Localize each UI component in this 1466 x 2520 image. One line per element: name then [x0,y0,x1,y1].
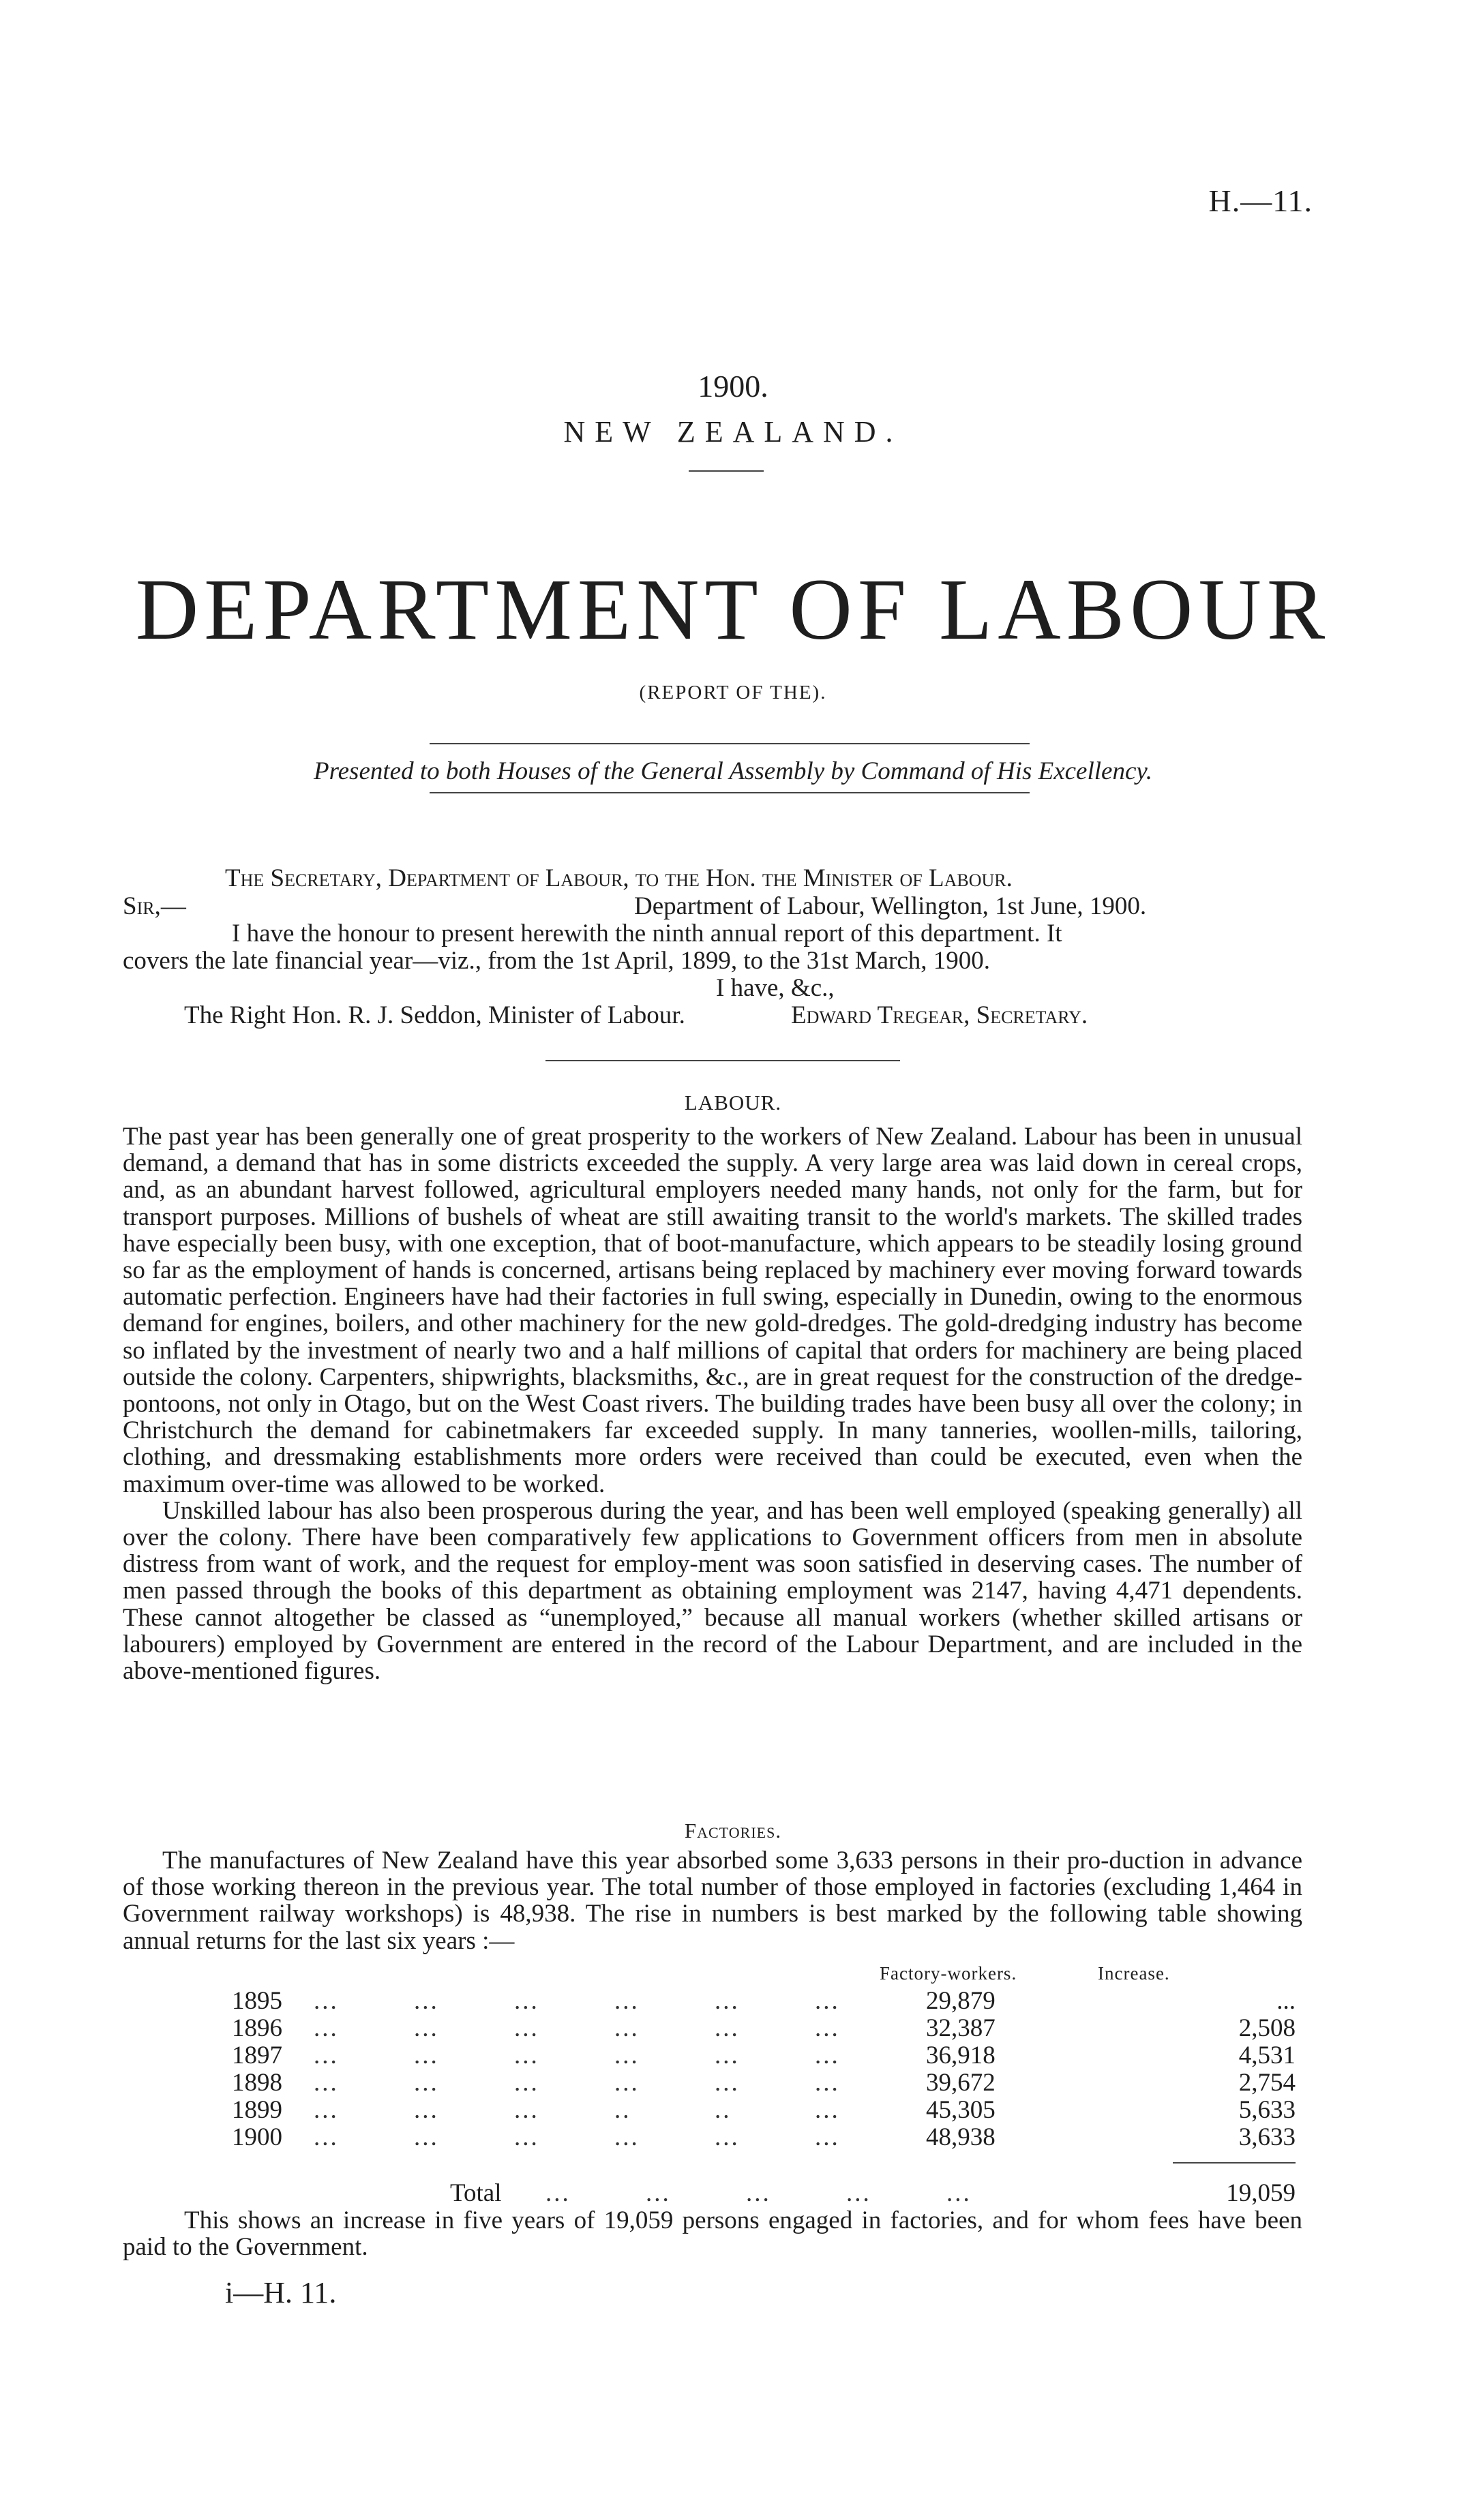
row-increase: 4,531 [1238,2041,1296,2069]
letter-closing: I have, &c., [716,974,835,1002]
leader-dots: ... ... ... ... ... [545,2179,972,2207]
total-value: 19,059 [1226,2179,1296,2207]
factories-intro [123,1847,1302,1954]
row-year: 1895 [232,1987,282,2015]
row-workers: 39,672 [926,2069,996,2097]
letter-address-text: The Secretary, Department of Labour, to the Hon. the Minister of Labour. [225,864,1013,892]
leader-dots: ... ... ... ... ... ... [314,2069,840,2097]
leader-dots: ... ... ... ... ... ... [314,2123,840,2151]
table-row [191,1986,1296,2014]
row-workers: 36,918 [926,2041,996,2069]
leader-dots: ... ... ... .. .. ... [314,2096,840,2124]
row-workers: 29,879 [926,1987,996,2015]
labour-paragraph-2: Unskilled labour has also been prosperous during the year, and has been well employed (speaking generally) all over the colony. There have been comparatively few applications to Government officers from men in absolute distress from want of work, and the request for employ-ment was soon satisfied in deserving cases. The number of men passed through the books of this department as obtaining employment was 2147, having 4,471 dependents. These cannot altogether be classed as “unemployed,” because all manual workers (whether skilled artisans or labourers) employed by Government are entered in the record of the Labour Department, and are included in the above-mentioned figures. [123,1496,1302,1686]
column-header-workers: Factory-workers. [880,1963,1017,1984]
table-total-row [191,2179,1296,2206]
factories-heading: Factories. [684,1819,782,1842]
report-year: 1900. [698,369,768,404]
letter-signature: Edward Tregear, Secretary. [791,1001,1088,1029]
row-year: 1896 [232,2014,282,2042]
factories-paragraph-1: The manufactures of New Zealand have this year absorbed some 3,633 persons in their pro-duction in advance of those working thereon in the previous year. The total number of those employed in factories (excluding 1,464 in Government railway workshops) is 48,938. The rise in numbers is best marked by the following table showing annual returns for the last six years :— [123,1847,1302,1955]
row-increase: 2,754 [1238,2069,1296,2097]
leader-dots: ... ... ... ... ... ... [314,2041,840,2069]
leader-dots: ... ... ... ... ... ... [314,1987,840,2015]
letter-address [225,866,1013,891]
row-year: 1897 [232,2041,282,2069]
total-rule [1173,2162,1296,2164]
document-reference: H.—11. [1208,183,1313,218]
table-header [191,1959,1296,1986]
labour-paragraph-1: The past year has been generally one of great prosperity to the workers of New Zealand. Labour has been in unusual demand, a demand that has in some districts exceeded the supply. A very large area was laid down in cereal crops, and, as an abundant harvest followed, agricultural employers needed many hands, not only for the farm, but for transport purposes. Millions of bushels of wheat are still awaiting transit to the world's markets. The skilled trades have especially been busy, with one exception, that of boot-manufacture, which appears to be steadily losing ground so far as the employment of hands is concerned, artisans being replaced by machinery ever moving forward towards automatic perfection. Engineers have had their factories in full swing, especially in Dunedin, owing to the enormous demand for engines, boilers, and other machinery for the new gold-dredges. The gold-dredging industry has become so inflated by the investment of nearly two and a half millions of capital that orders for machinery are being placed outside the colony. Carpenters, shipwrights, blacksmiths, &c., are in great request for the construction of the dredge-pontoons, not only in Otago, but on the West Coast rivers. The building trades have been busy all over the colony; in Christchurch the demand for cabinetmakers far exceeded supply. In many tanneries, woollen-mills, tailoring, clothing, and dressmaking establishments more orders were received than could be executed, even when the maximum over-time was allowed to be worked. [123,1123,1302,1498]
labour-heading: LABOUR. [684,1091,782,1114]
row-year: 1900 [232,2123,282,2151]
page-title: DEPARTMENT OF LABOUR [135,561,1331,658]
row-year: 1898 [232,2069,282,2097]
letter-body-line2: covers the late financial year—viz., from the 1st April, 1899, to the 31st March, 1900. [123,947,991,975]
letter-body-line1: I have the honour to present herewith the ninth annual report of this department. It [232,920,1062,947]
table-row [191,2095,1296,2123]
table-row [191,2123,1296,2150]
letter-dateline: Department of Labour, Wellington, 1st June, 1900. [634,892,1147,920]
row-year: 1899 [232,2096,282,2124]
page-subtitle: (REPORT OF THE). [639,682,827,703]
presentation-note: Presented to both Houses of the General Assembly by Command of His Excellency. [314,757,1152,785]
labour-body [123,1123,1302,1684]
row-increase: ... [1276,1987,1296,2015]
divider [430,743,1030,744]
table-row [191,2068,1296,2095]
row-increase: 5,633 [1238,2096,1296,2124]
row-workers: 32,387 [926,2014,996,2042]
divider [689,470,764,472]
letter-recipient: The Right Hon. R. J. Seddon, Minister of Labour. [184,1001,685,1029]
factories-conclusion [123,2207,1302,2260]
leader-dots: ... ... ... ... ... ... [314,2014,840,2042]
country-heading: NEW ZEALAND. [563,415,903,449]
page-mark: i—H. 11. [225,2276,337,2309]
column-header-increase: Increase. [1098,1963,1170,1984]
total-label: Total [450,2179,502,2207]
factories-paragraph-2: This shows an increase in five years of 19,059 persons engaged in factories, and for whom fees have been paid to the Government. [123,2206,1302,2262]
row-increase: 3,633 [1238,2123,1296,2151]
divider [545,1060,900,1061]
divider [430,792,1030,793]
row-increase: 2,508 [1238,2014,1296,2042]
letter-salutation: Sir,— [123,892,186,920]
table-row [191,2014,1296,2041]
row-workers: 48,938 [926,2123,996,2151]
table-row [191,2041,1296,2068]
row-workers: 45,305 [926,2096,996,2124]
